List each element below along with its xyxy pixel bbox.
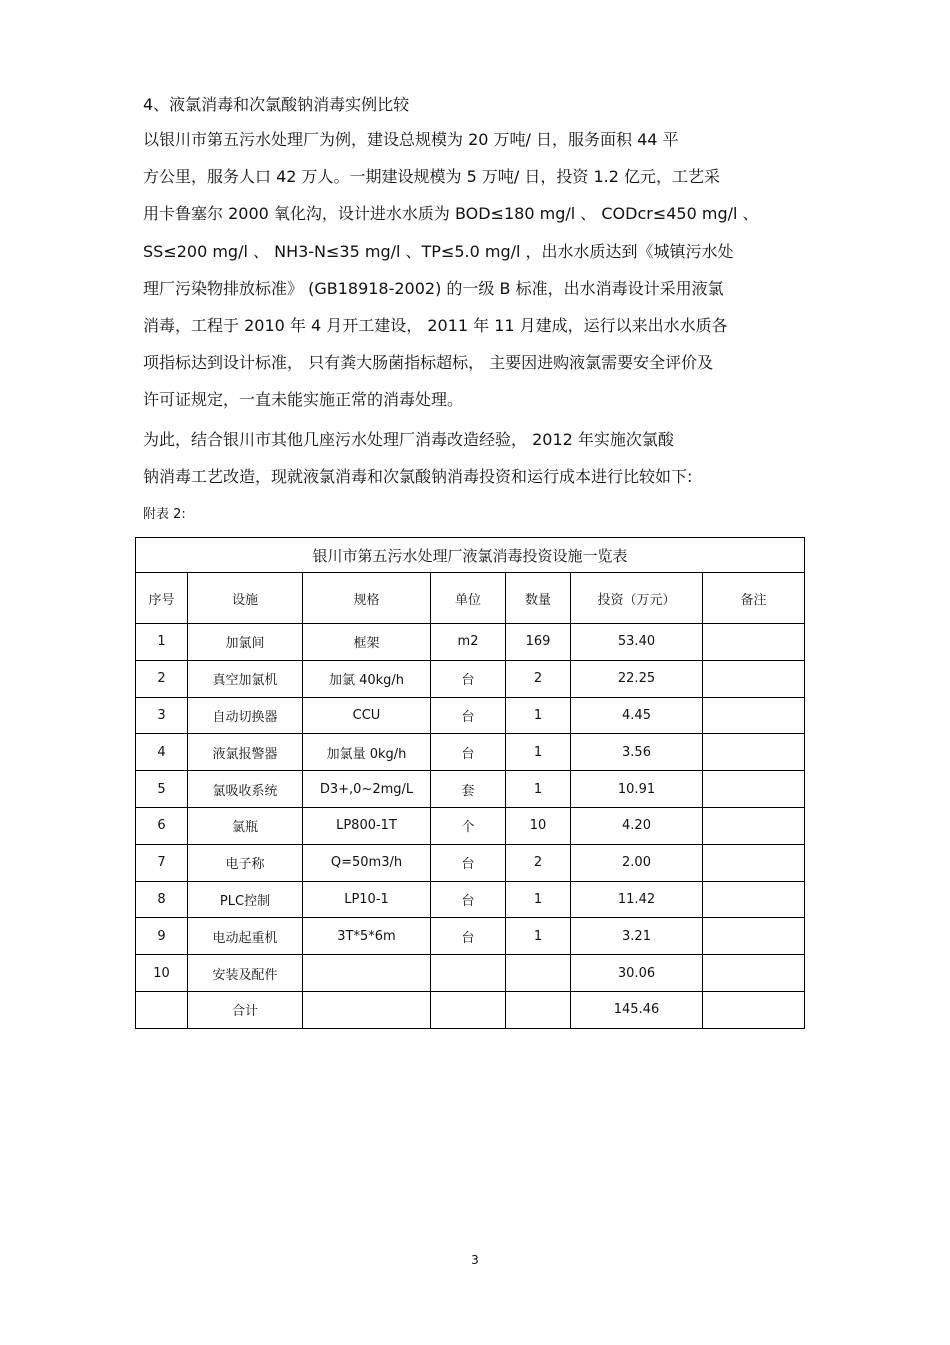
table-cell: 8: [136, 881, 188, 918]
table-row: [136, 991, 805, 1028]
table-cell: [703, 844, 805, 881]
table-cell: 30.06: [571, 955, 703, 992]
table-cell: [703, 734, 805, 771]
table-cell: 台: [431, 881, 506, 918]
table-row: [136, 807, 805, 844]
table-cell: D3+,0~2mg/L: [303, 771, 431, 808]
table-cell: [703, 991, 805, 1028]
paragraph-line: 用卡鲁塞尔 2000 氧化沟，设计进水水质为 BOD≤180 mg/l 、 CODcr≤450 mg/l 、: [143, 204, 759, 224]
paragraph-case-description: [143, 121, 813, 419]
table-cell: LP10-1: [303, 881, 431, 918]
table-cell: 53.40: [571, 624, 703, 661]
table-row: [136, 624, 805, 661]
facility-investment-table: [135, 537, 805, 1029]
table-cell: 氯吸收系统: [188, 771, 303, 808]
table-cell: 1: [506, 697, 571, 734]
table-cell: [703, 918, 805, 955]
table-cell: [136, 991, 188, 1028]
table-cell: 自动切换器: [188, 697, 303, 734]
table-cell: 台: [431, 697, 506, 734]
paragraph-line: 理厂污染物排放标准》 (GB18918-2002) 的一级 B 标准，出水消毒设计采用液氯: [143, 278, 724, 298]
table-cell: 台: [431, 660, 506, 697]
table-cell: CCU: [303, 697, 431, 734]
table-title: 银川市第五污水处理厂液氯消毒投资设施一览表: [136, 538, 805, 573]
header-cell: 序号: [136, 573, 188, 624]
table-cell: [703, 624, 805, 661]
table-cell: 4.20: [571, 807, 703, 844]
table-cell: [703, 697, 805, 734]
table-row: [136, 844, 805, 881]
table-row: [136, 881, 805, 918]
paragraph-line: 消毒，工程于 2010 年 4 月开工建设， 2011 年 11 月建成，运行以来出水水质各: [143, 315, 728, 335]
table-cell: 1: [506, 918, 571, 955]
table-cell: 台: [431, 734, 506, 771]
table-cell: 1: [506, 881, 571, 918]
table-cell: [506, 991, 571, 1028]
table-cell: 10: [136, 955, 188, 992]
table-cell: 2.00: [571, 844, 703, 881]
table-cell: [303, 991, 431, 1028]
table-cell: 合计: [188, 991, 303, 1028]
paragraph-comparison-intro: [143, 421, 813, 495]
table-cell: 电动起重机: [188, 918, 303, 955]
table-cell: [703, 881, 805, 918]
table-cell: 真空加氯机: [188, 660, 303, 697]
table-cell: 1: [506, 771, 571, 808]
table-cell: 4: [136, 734, 188, 771]
table-cell: 2: [506, 844, 571, 881]
table-cell: 10.91: [571, 771, 703, 808]
table-cell: [703, 660, 805, 697]
table-cell: 安装及配件: [188, 955, 303, 992]
table-cell: 4.45: [571, 697, 703, 734]
table-cell: [703, 771, 805, 808]
table-cell: 22.25: [571, 660, 703, 697]
header-cell: 备注: [703, 573, 805, 624]
paragraph-line: 钠消毒工艺改造，现就液氯消毒和次氯酸钠消毒投资和运行成本进行比较如下:: [143, 467, 693, 487]
header-cell: 设施: [188, 573, 303, 624]
table-cell: 个: [431, 807, 506, 844]
table-note: 附表 2:: [143, 507, 186, 522]
table-cell: 电子称: [188, 844, 303, 881]
table-cell: 11.42: [571, 881, 703, 918]
table-cell: 台: [431, 918, 506, 955]
table-row: [136, 771, 805, 808]
table-cell: 10: [506, 807, 571, 844]
table-cell: 7: [136, 844, 188, 881]
paragraph-line: 为此，结合银川市其他几座污水处理厂消毒改造经验， 2012 年实施次氯酸: [143, 430, 674, 449]
header-cell: 投资（万元）: [571, 573, 703, 624]
table-cell: 3.56: [571, 734, 703, 771]
table-cell: 台: [431, 844, 506, 881]
table-header-row: [136, 573, 805, 624]
table-cell: [703, 955, 805, 992]
table-cell: 9: [136, 918, 188, 955]
table-row: [136, 660, 805, 697]
table-row: [136, 697, 805, 734]
table-cell: 6: [136, 807, 188, 844]
paragraph-line: 以银川市第五污水处理厂为例，建设总规模为 20 万吨/ 日，服务面积 44 平: [143, 130, 679, 149]
paragraph-line: 项指标达到设计标准， 只有粪大肠菌指标超标， 主要因进购液氯需要安全评价及: [143, 353, 714, 373]
table-cell: 1: [136, 624, 188, 661]
table-cell: 加氯量 0kg/h: [303, 734, 431, 771]
section-heading: 4、液氯消毒和次氯酸钠消毒实例比较: [143, 95, 410, 114]
paragraph-line: SS≤200 mg/l 、 NH3-N≤35 mg/l 、TP≤5.0 mg/l ，出水水质达到《城镇污水处: [143, 241, 734, 261]
header-cell: 数量: [506, 573, 571, 624]
table-cell: PLC控制: [188, 881, 303, 918]
table-cell: [431, 955, 506, 992]
table-cell: [303, 955, 431, 992]
table-cell: 145.46: [571, 991, 703, 1028]
table-cell: 3.21: [571, 918, 703, 955]
table-cell: [703, 807, 805, 844]
table-cell: 氯瓶: [188, 807, 303, 844]
table-row: [136, 955, 805, 992]
paragraph-line: 方公里，服务人口 42 万人。一期建设规模为 5 万吨/ 日，投资 1.2 亿元，工艺采: [143, 167, 720, 187]
table-row: [136, 918, 805, 955]
table-cell: 169: [506, 624, 571, 661]
table-cell: 3: [136, 697, 188, 734]
table-cell: LP800-1T: [303, 807, 431, 844]
table-cell: [506, 955, 571, 992]
header-cell: 规格: [303, 573, 431, 624]
table-cell: 2: [136, 660, 188, 697]
paragraph-line: 许可证规定，一直未能实施正常的消毒处理。: [143, 390, 464, 410]
header-cell: 单位: [431, 573, 506, 624]
table-cell: m2: [431, 624, 506, 661]
table-cell: 5: [136, 771, 188, 808]
table-cell: 加氯间: [188, 624, 303, 661]
table-cell: 2: [506, 660, 571, 697]
table-cell: [431, 991, 506, 1028]
table-cell: Q=50m3/h: [303, 844, 431, 881]
table-cell: 套: [431, 771, 506, 808]
page-number: 3: [471, 1253, 479, 1267]
table-cell: 加氯 40kg/h: [303, 660, 431, 697]
table-cell: 液氯报警器: [188, 734, 303, 771]
table-cell: 1: [506, 734, 571, 771]
table-cell: 3T*5*6m: [303, 918, 431, 955]
table-cell: 框架: [303, 624, 431, 661]
table-row: [136, 734, 805, 771]
